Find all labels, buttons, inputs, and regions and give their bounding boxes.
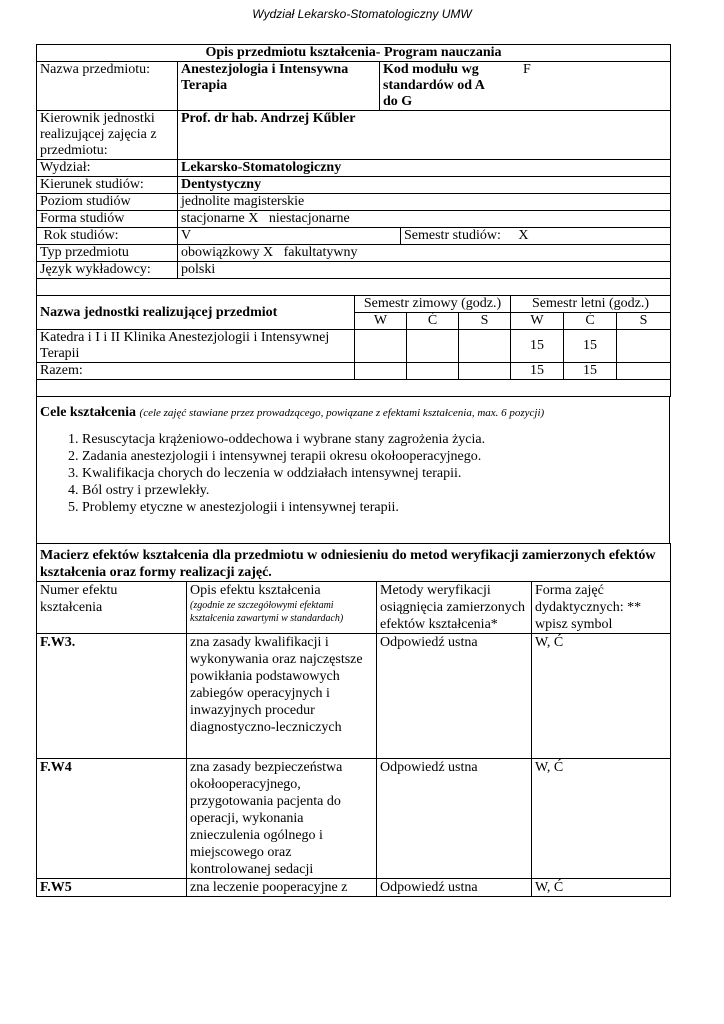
winter-col-w: W [355, 313, 407, 330]
table-row-form: W, Ć [532, 634, 671, 759]
poziom-label: Poziom studiów [37, 194, 178, 211]
goals-heading [40, 405, 666, 421]
matrix-table [36, 543, 671, 897]
goals-list [40, 431, 666, 516]
page-header: Wydział Lekarsko-Stomatologiczny UMW [252, 7, 472, 21]
summer-col-s: S [617, 313, 671, 330]
unit-winter-c [407, 330, 459, 363]
list-item: 5. Problemy etyczne w anestezjologii i intensywnej terapii. [82, 499, 666, 516]
kierownik-value: Prof. dr hab. Andrzej Kűbler [178, 111, 671, 160]
table-row-code: F.W4 [37, 759, 187, 879]
unit-summer-w: 15 [511, 330, 564, 363]
semestr-label: Semestr studiów: [404, 228, 501, 243]
matrix-header-opis [187, 582, 377, 634]
forma-value: stacjonarne X niestacjonarne [178, 211, 671, 228]
unit-winter-s [459, 330, 511, 363]
total-winter-c [407, 363, 459, 380]
table-row-desc: zna leczenie pooperacyjne z [187, 879, 377, 897]
total-winter-w [355, 363, 407, 380]
kod-value: F [523, 62, 531, 77]
wydzial-label: Wydział: [37, 160, 178, 177]
total-label: Razem: [37, 363, 355, 380]
matrix-header-forma: Forma zajęć dydaktycznych: ** wpisz symbol [532, 582, 671, 634]
summer-col-c: Ć [564, 313, 617, 330]
typ-value: obowiązkowy X fakultatywny [178, 245, 671, 262]
table-row-method: Odpowiedź ustna [377, 879, 532, 897]
goals-subtitle: (cele zajęć stawiane przez prowadzącego, powiązane z efektami kształcenia, max. 6 pozycji) [139, 407, 545, 419]
kod-cell [380, 62, 671, 111]
jezyk-value: polski [178, 262, 671, 279]
unit-winter-w [355, 330, 407, 363]
matrix-header-opis-label: Opis efektu kształcenia [190, 583, 321, 598]
list-item: 4. Ból ostry i przewlekły. [82, 482, 666, 499]
table-row-method: Odpowiedź ustna [377, 634, 532, 759]
unit-header: Nazwa jednostki realizującej przedmiot [37, 296, 355, 330]
wydzial-value: Lekarsko-Stomatologiczny [178, 160, 671, 177]
kierunek-label: Kierunek studiów: [37, 177, 178, 194]
table-row-code: F.W5 [37, 879, 187, 897]
table-row-method: Odpowiedź ustna [377, 759, 532, 879]
total-summer-c: 15 [564, 363, 617, 380]
rok-label: Rok studiów: [37, 228, 178, 245]
semestr-cell [401, 228, 671, 245]
table-row-form: W, Ć [532, 759, 671, 879]
table-row-form: W, Ć [532, 879, 671, 897]
nazwa-value: Anestezjologia i Intensywna Terapia [178, 62, 380, 111]
summer-col-w: W [511, 313, 564, 330]
unit-name: Katedra i I i II Klinika Anestezjologii i Intensywnej Terapii [37, 330, 355, 363]
unit-summer-c: 15 [564, 330, 617, 363]
total-summer-w: 15 [511, 363, 564, 380]
forma-label: Forma studiów [37, 211, 178, 228]
kierownik-label: Kierownik jednostki realizującej zajęcia z przedmiotu: [37, 111, 178, 160]
course-description-document [36, 44, 670, 897]
nazwa-label: Nazwa przedmiotu: [37, 62, 178, 111]
poziom-value: jednolite magisterskie [178, 194, 671, 211]
hours-table [36, 295, 671, 397]
unit-summer-s [617, 330, 671, 363]
list-item: 2. Zadania anestezjologii i intensywnej terapii okresu okołooperacyjnego. [82, 448, 666, 465]
table-row-code: F.W3. [37, 634, 187, 759]
kod-label: Kod modułu wg standardów od A do G [383, 62, 485, 109]
course-info-table [36, 44, 671, 296]
matrix-header-opis-sub: (zgodnie ze szczegółowymi efektami kształcenia zawartymi w standardach) [190, 600, 344, 624]
winter-header: Semestr zimowy (godz.) [355, 296, 511, 313]
spacer-row-2 [37, 380, 671, 397]
total-summer-s [617, 363, 671, 380]
summer-header: Semestr letni (godz.) [511, 296, 671, 313]
spacer-row [37, 279, 671, 296]
typ-label: Typ przedmiotu [37, 245, 178, 262]
matrix-header-numer: Numer efektu kształcenia [37, 582, 187, 634]
winter-col-s: S [459, 313, 511, 330]
goals-table [36, 396, 670, 544]
goals-title: Cele kształcenia [40, 405, 137, 420]
matrix-header-metody: Metody weryfikacji osiągnięcia zamierzonych efektów kształcenia* [377, 582, 532, 634]
goals-cell [37, 397, 670, 544]
semestr-value: X [518, 228, 529, 243]
document-title: Opis przedmiotu kształcenia- Program nauczania [37, 45, 671, 62]
rok-value: V [178, 228, 401, 245]
winter-col-c: Ć [407, 313, 459, 330]
list-item: 1. Resuscytacja krążeniowo-oddechowa i wybrane stany zagrożenia życia. [82, 431, 666, 448]
list-item: 3. Kwalifikacja chorych do leczenia w oddziałach intensywnej terapii. [82, 465, 666, 482]
table-row-desc: zna zasady kwalifikacji i wykonywania oraz najczęstsze powikłania podstawowych zabiegów operacyjnych i inwazyjnych procedur diagnostyczno-leczniczych [187, 634, 377, 759]
total-winter-s [459, 363, 511, 380]
jezyk-label: Język wykładowcy: [37, 262, 178, 279]
table-row-desc: zna zasady bezpieczeństwa okołooperacyjnego, przygotowania pacjenta do operacji, wykonania znieczulenia ogólnego i miejscowego oraz kontrolowanej sedacji [187, 759, 377, 879]
matrix-title: Macierz efektów kształcenia dla przedmiotu w odniesieniu do metod weryfikacji zamierzonych efektów kształcenia oraz formy realizacji zajęć. [37, 544, 671, 582]
kierunek-value: Dentystyczny [178, 177, 671, 194]
